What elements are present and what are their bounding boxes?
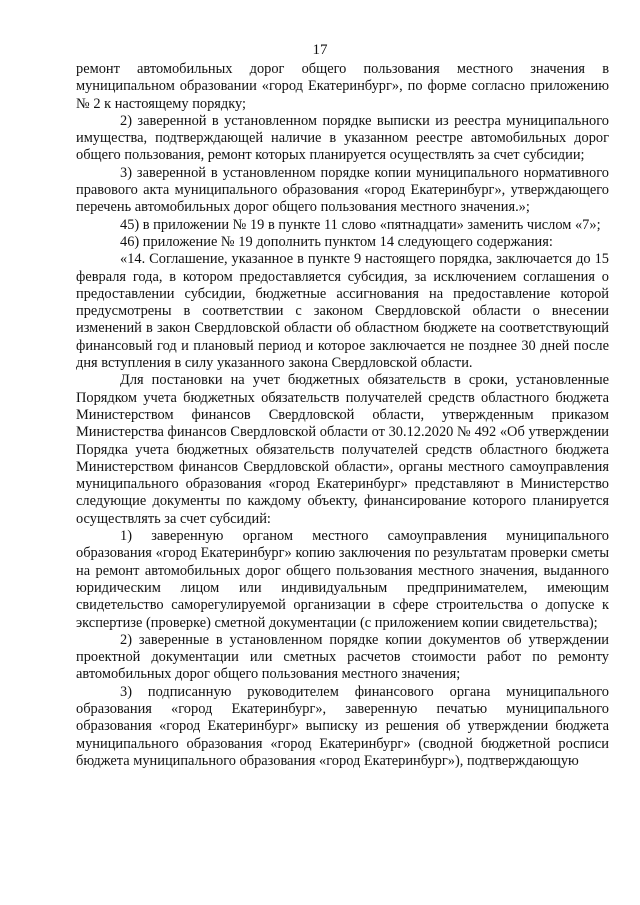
paragraph-amendment-45: 45) в приложении № 19 в пункте 11 слово «пятнадцати» заменить числом «7»;	[120, 216, 601, 233]
paragraph-document-3: 3) подписанную руководителем финансового органа муниципального образования «город Екатеринбург», заверенную печатью муниципального образования «город Екатеринбург» выписку из решения об утверждении бюджета муниципального образования «город Екатеринбург» (сводной бюджетной росписи бюджета муниципального образования «город Екатеринбург»), подтверждающую	[76, 683, 609, 769]
paragraph-item-2: 2) заверенной в установленном порядке выписки из реестра муниципального имущества, подтверждающей наличие в указанном реестре автомобильных дорог общего пользования, ремонт которых планируется осуществлять за счет субсидии;	[76, 112, 609, 164]
document-body	[76, 61, 609, 770]
paragraph-point-14: «14. Соглашение, указанное в пункте 9 настоящего порядка, заключается до 15 февраля года, в котором предоставляется субсидия, за исключением соглашения о предоставлении субсидии, бюджетные ассигнования на предоставление которой предусмотрены в соответствии с законом Свердловской области о внесении изменений в закон Свердловской области об областном бюджете на соответствующий финансовый год и плановый период и которое заключается не позднее 30 дней после дня вступления в силу указанного закона Свердловской области.	[76, 251, 609, 372]
paragraph-document-1: 1) заверенную органом местного самоуправления муниципального образования «город Екатеринбург» копию заключения по результатам проверки сметы на ремонт автомобильных дорог общего пользования местного значения, выданного юридическим лицом или индивидуальным предпринимателем, имеющим свидетельство саморегулируемой организации в сфере строительства о допуске к экспертизе (проверке) сметной документации (с приложением копии свидетельства);	[76, 528, 609, 631]
paragraph-item-3: 3) заверенной в установленном порядке копии муниципального нормативного правового акта муниципального образования «город Екатеринбург», утверждающего перечень автомобильных дорог общего пользования местного значения.»;	[76, 164, 609, 216]
paragraph-document-2: 2) заверенные в установленном порядке копии документов об утверждении проектной документации или сметных расчетов стоимости работ по ремонту автомобильных дорог общего пользования местного значения;	[76, 631, 609, 683]
paragraph-amendment-46: 46) приложение № 19 дополнить пунктом 14 следующего содержания:	[120, 233, 553, 250]
paragraph-continuation: ремонт автомобильных дорог общего пользования местного значения в муниципальном образовании «город Екатеринбург», по форме согласно приложению № 2 к настоящему порядку;	[76, 61, 609, 112]
page-number: 17	[312, 42, 328, 58]
paragraph-budget-obligations: Для постановки на учет бюджетных обязательств в сроки, установленные Порядком учета бюджетных обязательств получателей средств областного бюджета Министерством финансов Свердловской области, утвержденным приказом Министерства финансов Свердловской области от 30.12.2020 № 492 «Об утверждении Порядка учета бюджетных обязательств получателей средств областного бюджета Министерством финансов Свердловской области», органы местного самоуправления муниципального образования «город Екатеринбург» представляют в Министерство следующие документы по каждому объекту, финансирование которого планируется осуществлять за счет субсидий:	[76, 372, 609, 527]
